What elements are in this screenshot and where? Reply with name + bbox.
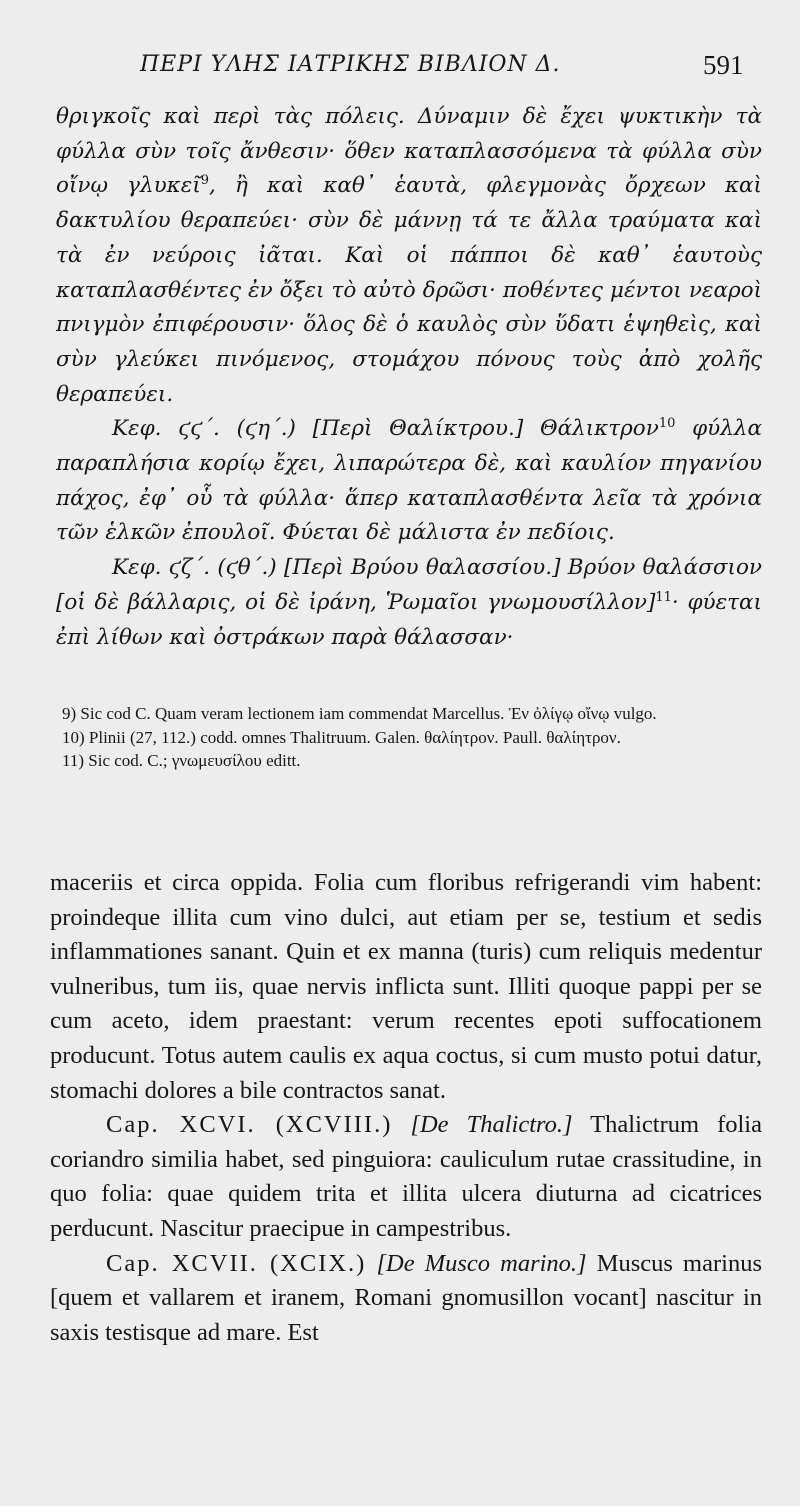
footnotes	[62, 703, 762, 774]
greek-text	[56, 100, 762, 655]
page-header	[0, 48, 800, 88]
greek-paragraph-1: θριγκοῖς καὶ περὶ τὰς πόλεις. Δύναμιν δὲ ἔχει ψυκτικὴν τὰ φύλλα σὺν τοῖς ἄνθεσιν· ὅθεν καταπλασσόμενα τὰ φύλλα σὺν οἴνῳ γλυκεῖ$^9$, ἢ καὶ καθ᾽ ἑαυτὰ, φλεγμονὰς ὄρχεων καὶ δακτυλίου θεραπεύει· σὺν δὲ μάννῃ τά τε ἄλλα τραύματα καὶ τὰ ἐν νεύροις ἰᾶται. Καὶ οἱ πάπποι δὲ καθ᾽ ἑαυτοὺς καταπλασθέντες ἐν ὄξει τὸ αὐτὸ δρῶσι· ποθέντες μέντοι νεαροὶ πνιγμὸν ἐπιφέρουσιν· ὅλος δὲ ὁ καυλὸς σὺν ὕδατι ἑψηθεὶς, καὶ σὺν γλεύκει πινόμενος, στομάχου πόνους τοὺς ἀπὸ χολῆς θεραπεύει.	[56, 104, 762, 407]
running-title: ΠΕΡΙ ΥΛΗΣ ΙΑΤΡΙΚΗΣ ΒΙΒΛΙΟΝ Δ.	[140, 52, 561, 77]
latin-translation	[50, 866, 762, 1350]
footnote-9: 9) Sic cod C. Quam veram lectionem iam commendat Marcellus. Ἐν ὀλίγῳ οἴνῳ vulgo.	[62, 704, 657, 723]
chapter-heading-97: Cap. XCVII. (XCIX.)	[106, 1249, 367, 1277]
greek-paragraph-3: Κεφ. ϛζ΄. (ϛθ΄.) [Περὶ Βρύου θαλασσίου.] Βρύον θαλάσσιον [οἱ δὲ βάλλαρις, οἱ δὲ ἰράνη, Ῥωμαῖοι γνωμουσίλλον]$^{11}$· φύεται ἐπὶ λίθων καὶ ὀστράκων παρὰ θάλασσαν·	[56, 555, 762, 650]
footnote-11: 11) Sic cod. C.; γνωμευσίλου editt.	[62, 751, 301, 770]
footnote-ref-10: 10	[658, 416, 676, 432]
greek-paragraph-2: Κεφ. ϛϛ΄. (ϛη΄.) [Περὶ Θαλίκτρου.] Θάλικτρον$^{10}$ φύλλα παραπλήσια κορίῳ ἔχει, λιπαρώτερα δὲ, καὶ καυλίον πηγανίου πάχος, ἐφ᾽ οὗ τὰ φύλλα· ἅπερ καταπλασθέντα λεῖα τὰ χρόνια τῶν ἑλκῶν ἐπουλοῖ. Φύεται δὲ μάλιστα ἐν πεδίοις.	[56, 416, 762, 546]
chapter-title-musco-marino: [De Musco marino.]	[376, 1249, 587, 1277]
latin-paragraph-2: Cap. XCVI. (XCVIII.) [De Thalictro.] Thalictrum folia coriandro similia habet, sed pinguiora: cauliculum rutae crassitudine, in quo folia: quae quidem trita et illita ulcera diuturna ad cicatrices perducunt. Nascitur praecipue in campestribus.	[50, 1111, 762, 1242]
latin-paragraph-1: maceriis et circa oppida. Folia cum floribus refrigerandi vim habent: proindeque illita cum vino dulci, aut etiam per se, testium et sedis inflammationes sanant. Quin et ex manna (turis) cum reliquis medentur vulneribus, tum iis, quae nervis inflicta sunt. Illiti quoque pappi per se cum aceto, idem praestant: verum recentes epoti suffocationem producunt. Totus autem caulis ex aqua coctus, si cum musto potui datur, stomachi dolores a bile contractos sanat.	[50, 869, 762, 1104]
chapter-title-thalictro: [De Thalictro.]	[410, 1111, 573, 1139]
page-number: 591	[703, 50, 744, 80]
footnote-ref-9: 9	[200, 173, 210, 189]
footnote-10: 10) Plinii (27, 112.) codd. omnes Thalitruum. Galen. θαλίητρον. Paull. θαλίητρον.	[62, 727, 621, 747]
latin-paragraph-3: Cap. XCVII. (XCIX.) [De Musco marino.] Muscus marinus [quem et vallarem et iranem, Romani gnomusillon vocant] nascitur in saxis testisque ad mare. Est	[50, 1249, 762, 1346]
footnote-ref-11: 11	[655, 589, 672, 605]
chapter-heading-96: Cap. XCVI. (XCVIII.)	[106, 1111, 393, 1139]
